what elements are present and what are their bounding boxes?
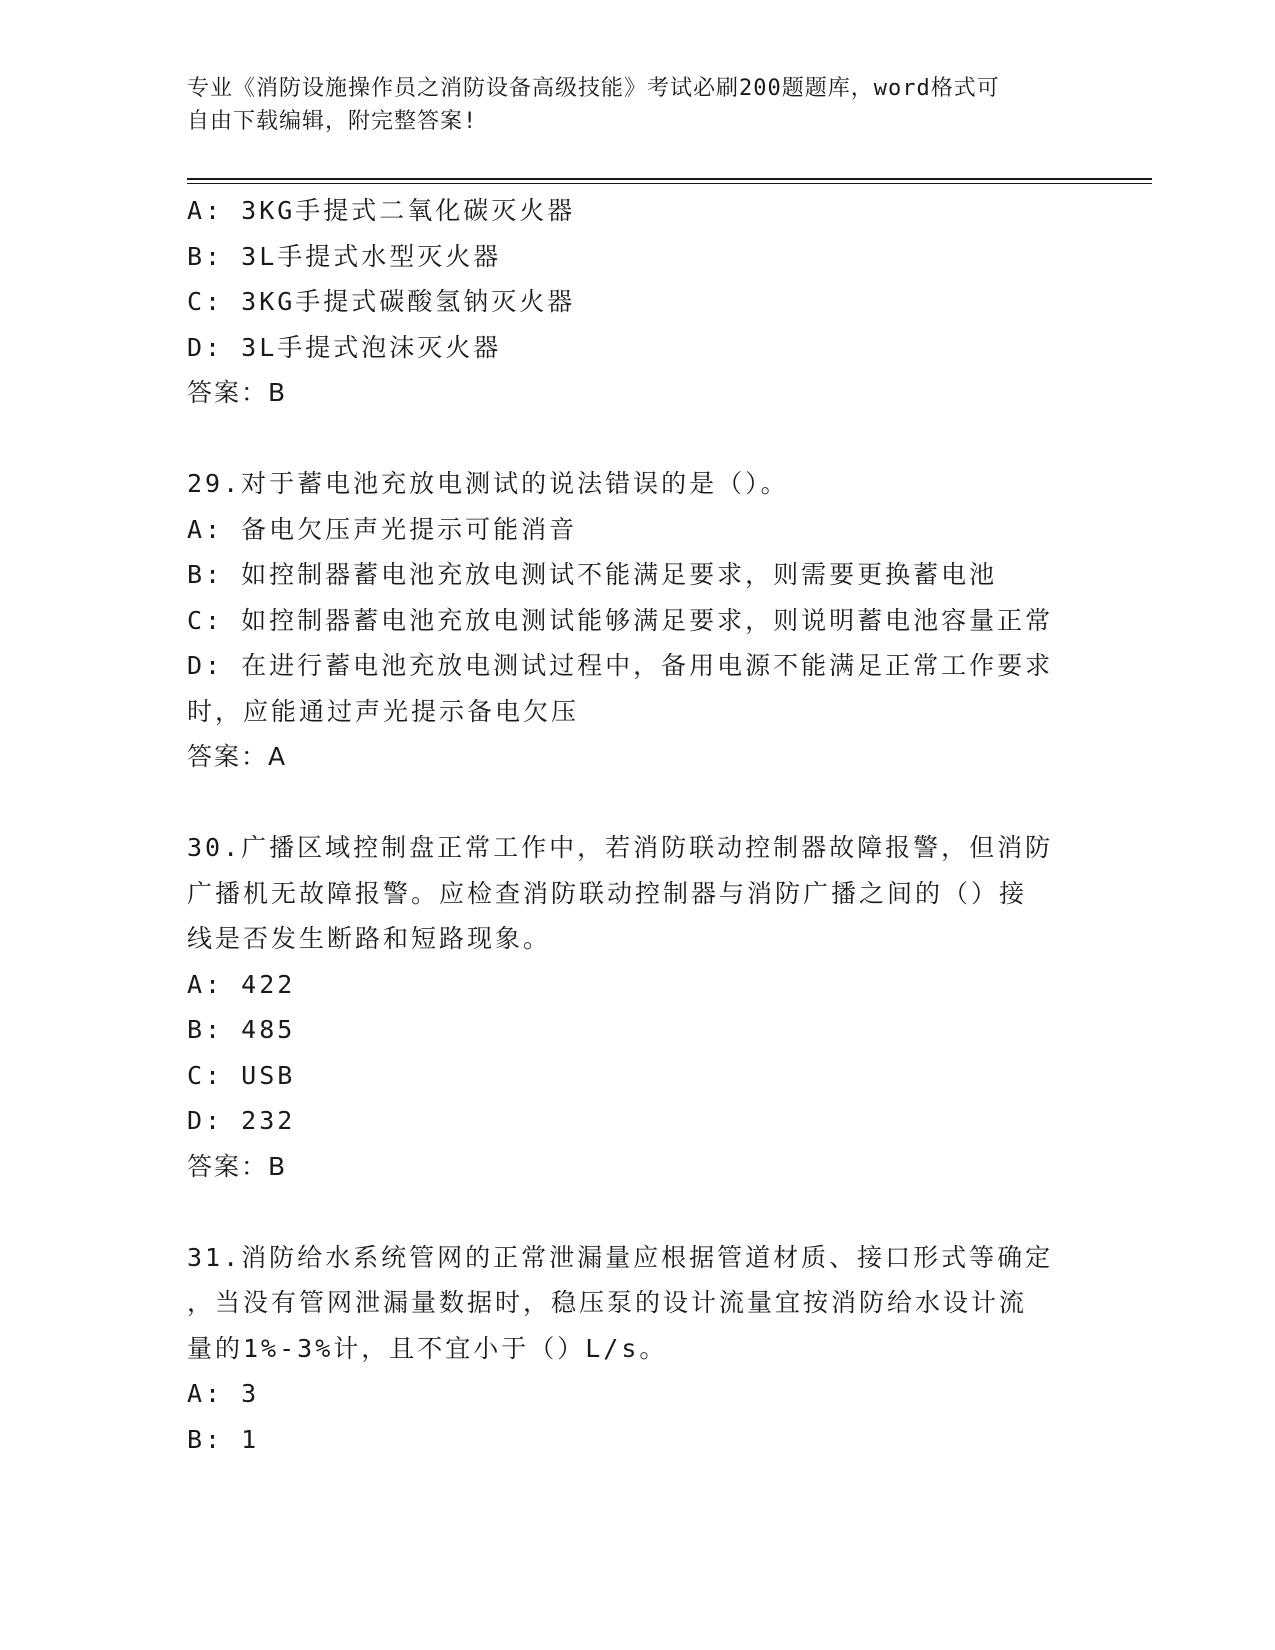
option-d: D: 3L手提式泡沫灭火器 — [187, 332, 502, 362]
spacer — [187, 1189, 1087, 1235]
spacer — [187, 416, 1087, 462]
question-stem-line-3: 线是否发生断路和短路现象。 — [187, 924, 552, 953]
header-line-1: 专业《消防设施操作员之消防设备高级技能》考试必刷200题题库，word格式可 — [187, 76, 1000, 101]
option-d-continued: 时，应能通过声光提示备电欠压 — [187, 696, 580, 726]
option-c: C: USB — [187, 1060, 296, 1090]
question-30 — [187, 825, 1087, 1189]
question-stem-line-2: 广播机无故障报警。应检查消防联动控制器与消防广播之间的（）接 — [187, 878, 1028, 908]
question-28 — [187, 188, 1087, 416]
option-b: B: 485 — [187, 1015, 296, 1044]
spacer — [187, 780, 1087, 826]
question-stem: 29.对于蓄电池充放电测试的说法错误的是（）。 — [187, 469, 789, 498]
document-header — [187, 72, 1067, 138]
option-a: A: 备电欠压声光提示可能消音 — [187, 514, 578, 544]
header-divider-thin — [187, 183, 1152, 184]
header-divider-thick — [187, 178, 1152, 180]
question-stem-line-2: ，当没有管网泄漏量数据时，稳压泵的设计流量宜按消防给水设计流 — [187, 1288, 1028, 1317]
question-29 — [187, 461, 1087, 780]
option-c: C: 3KG手提式碳酸氢钠灭火器 — [187, 287, 576, 316]
option-a: A: 422 — [187, 969, 296, 999]
option-d: D: 在进行蓄电池充放电测试过程中，备用电源不能满足正常工作要求 — [187, 651, 1054, 680]
question-stem-line-1: 30.广播区域控制盘正常工作中，若消防联动控制器故障报警，但消防 — [187, 833, 1054, 862]
option-a: A: 3 — [187, 1379, 260, 1408]
answer: 答案：B — [187, 378, 288, 407]
option-c: C: 如控制器蓄电池充放电测试能够满足要求，则说明蓄电池容量正常 — [187, 605, 1054, 635]
option-b: B: 3L手提式水型灭火器 — [187, 241, 502, 271]
answer: 答案：B — [187, 1151, 288, 1181]
header-line-2: 自由下载编辑，附完整答案! — [187, 109, 478, 134]
question-stem-line-3: 量的1%-3%计，且不宜小于（）L/s。 — [187, 1333, 668, 1363]
option-d: D: 232 — [187, 1106, 296, 1135]
option-b: B: 1 — [187, 1424, 260, 1454]
question-list — [187, 188, 1087, 1462]
question-31 — [187, 1235, 1087, 1463]
option-b: B: 如控制器蓄电池充放电测试不能满足要求，则需要更换蓄电池 — [187, 560, 998, 589]
answer: 答案：A — [187, 742, 288, 771]
option-a: A: 3KG手提式二氧化碳灭火器 — [187, 196, 576, 225]
question-stem-line-1: 31.消防给水系统管网的正常泄漏量应根据管道材质、接口形式等确定 — [187, 1242, 1054, 1272]
